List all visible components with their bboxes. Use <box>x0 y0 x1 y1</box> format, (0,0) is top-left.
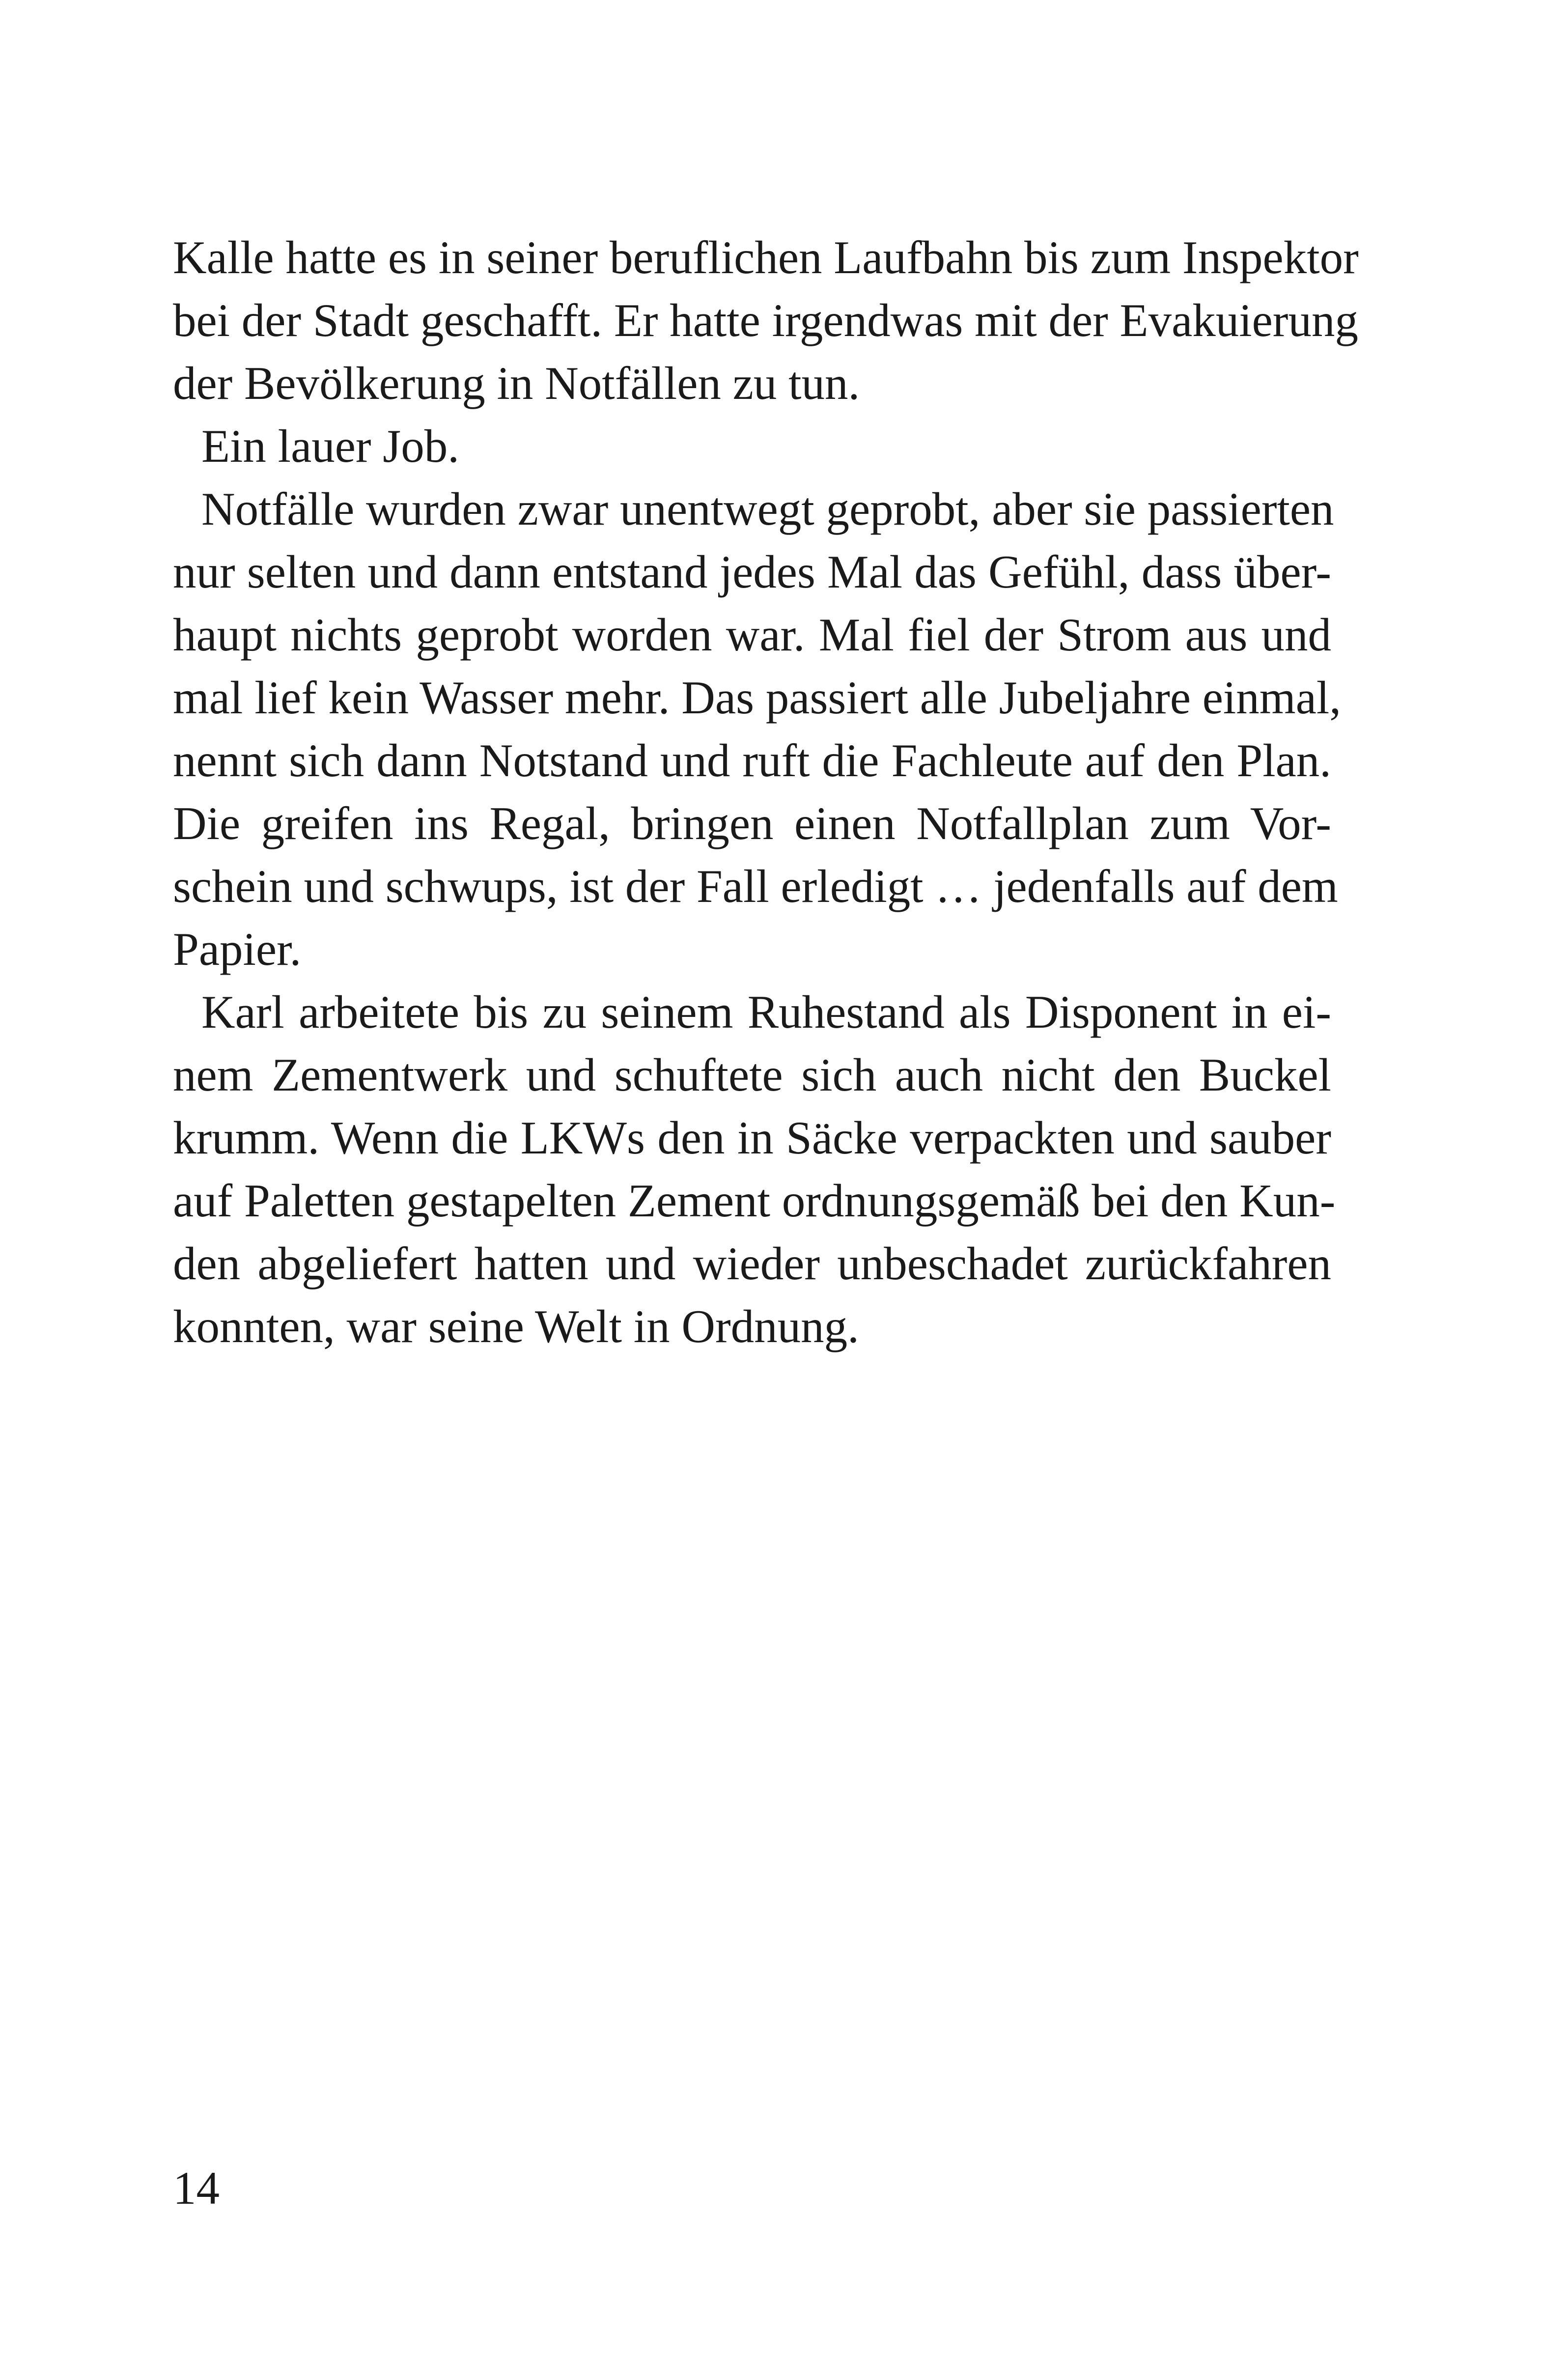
text-line: Karl arbeitete bis zu seinem Ruhestand als Disponent in ei- <box>201 986 1331 1038</box>
text-line: auf Paletten gestapelten Zement ordnungsgemäß bei den Kun- <box>173 1175 1336 1227</box>
text-line: Ein lauer Job. <box>201 420 460 472</box>
text-line: nem Zementwerk und schuftete sich auch nicht den Buckel <box>173 1049 1331 1101</box>
text-line: Papier. <box>173 923 302 975</box>
text-line: konnten, war seine Welt in Ordnung. <box>173 1300 859 1352</box>
page-number: 14 <box>173 2162 220 2214</box>
body-text <box>173 226 1359 1358</box>
text-line: Kalle hatte es in seiner beruflichen Laufbahn bis zum Inspektor <box>173 231 1359 283</box>
text-line: bei der Stadt geschafft. Er hatte irgendwas mit der Evakuierung <box>173 294 1358 346</box>
text-line: Die greifen ins Regal, bringen einen Notfallplan zum Vor- <box>173 797 1331 849</box>
text-line: schein und schwups, ist der Fall erledigt … jedenfalls auf dem <box>173 860 1338 912</box>
text-line: krumm. Wenn die LKWs den in Säcke verpackten und sauber <box>173 1112 1331 1164</box>
text-line: mal lief kein Wasser mehr. Das passiert alle Jubeljahre einmal, <box>173 672 1342 724</box>
text-line: Notfälle wurden zwar unentwegt geprobt, aber sie passierten <box>201 483 1334 535</box>
text-line: den abgeliefert hatten und wieder unbeschadet zurückfahren <box>173 1237 1331 1290</box>
text-line: der Bevölkerung in Notfällen zu tun. <box>173 357 860 409</box>
text-line: nennt sich dann Notstand und ruft die Fachleute auf den Plan. <box>173 734 1331 786</box>
text-line: haupt nichts geprobt worden war. Mal fiel der Strom aus und <box>173 609 1331 661</box>
text-line: nur selten und dann entstand jedes Mal das Gefühl, dass über- <box>173 546 1331 598</box>
